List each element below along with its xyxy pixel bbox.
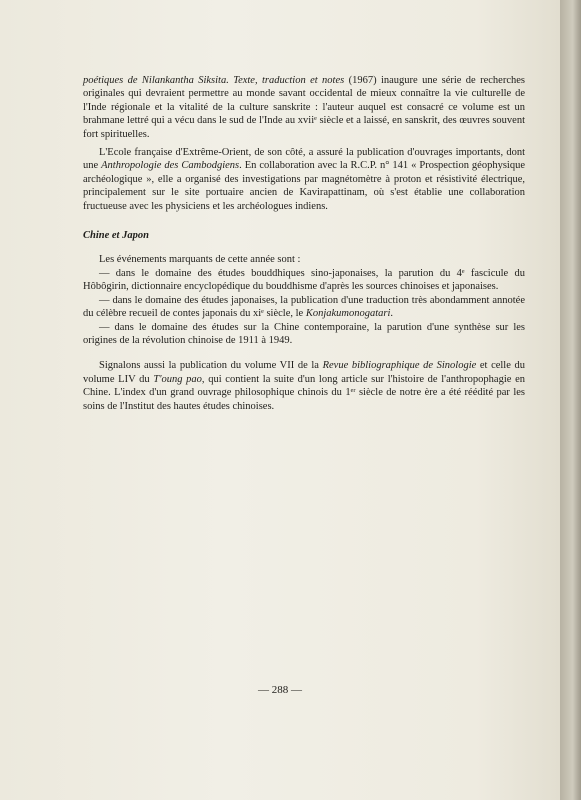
- paragraph-4-title-2: T'oung pao: [153, 373, 202, 385]
- paragraph-2-start: L'Ecole française d'Extrême-Orient, de son côté, a assuré la publication d'ouvrages importants, dont une: [83, 147, 525, 172]
- section-heading: Chine et Japon: [83, 230, 149, 242]
- paragraph-2-title: Anthropologie des Cambodgiens: [101, 160, 240, 172]
- paragraph-1-title: poétiques de Nilankantha Siksita. Texte, traduction et notes: [83, 75, 345, 86]
- paragraph-1-text: (1967) inaugure une série de recherches originales qui devraient permettre au monde savant occidental de mieux connaître la vie culturelle de l'Inde régionale et la vitalité de la culture sanskrite : l'auteur auquel est consacré ce volume est un brahmane lettré qui a vécu dans le sud de l'Inde au xviiᵉ siècle et a laissé, en sanskrit, des œuvres souvent fort spirituelles.: [83, 75, 525, 140]
- list-item-1: — dans le domaine des études bouddhiques sino-japonaises, la parution du 4ᵉ fascicule du Hôbôgirin, dictionnaire encyclopédique du bouddhisme d'après les sources chinoises et japonaises.: [83, 267, 525, 293]
- paragraph-4: [83, 359, 525, 413]
- list-item-3: — dans le domaine des études sur la Chine contemporaine, la parution d'une synthèse sur les origines de la révolution chinoise de 1911 à 1949.: [83, 321, 525, 346]
- list-item-2-end: .: [390, 308, 394, 320]
- list-item-2-title: Konjakumonogatari: [305, 308, 391, 320]
- paragraph-3: Les événements marquants de cette année sont :: [99, 254, 301, 266]
- page-binding-edge: [560, 0, 581, 800]
- paragraph-4-title-1: Revue bibliographique de Sinologie: [322, 360, 477, 372]
- paragraph-4-b: et celle du volume LIV du: [83, 360, 525, 385]
- paragraph-4-a: Signalons aussi la publication du volume VII de la: [99, 360, 323, 372]
- paragraph-1: [83, 74, 525, 141]
- paragraph-2-rest: . En collaboration avec la R.C.P. n° 141 « Prospection géophysique archéologique », elle a organisé des investigations par magnétomètre à proton et résistivité électrique, principalement sur le site portuaire ancien de Kavirapattinam, où s'est établie une collaboration fructueuse avec les physiciens et les archéologues indiens.: [83, 160, 525, 212]
- paragraph-2: [83, 146, 525, 213]
- page-number: — 288 —: [258, 684, 302, 696]
- main-text: [83, 74, 525, 413]
- list-item-2: [83, 294, 525, 321]
- paragraph-4-c: , qui contient la suite d'un long article sur l'histoire de l'anthropophagie en Chine. L'index d'un grand ouvrage philosophique chinois du 1ᵉʳ siècle de notre ère a été réédité par les soins de l'Institut des hautes études chinoises.: [83, 373, 525, 412]
- list-item-2-start: — dans le domaine des études japonaises, la publication d'une traduction très abondamment annotée du célèbre recueil de contes japonais du xiᵉ siècle, le: [83, 294, 525, 320]
